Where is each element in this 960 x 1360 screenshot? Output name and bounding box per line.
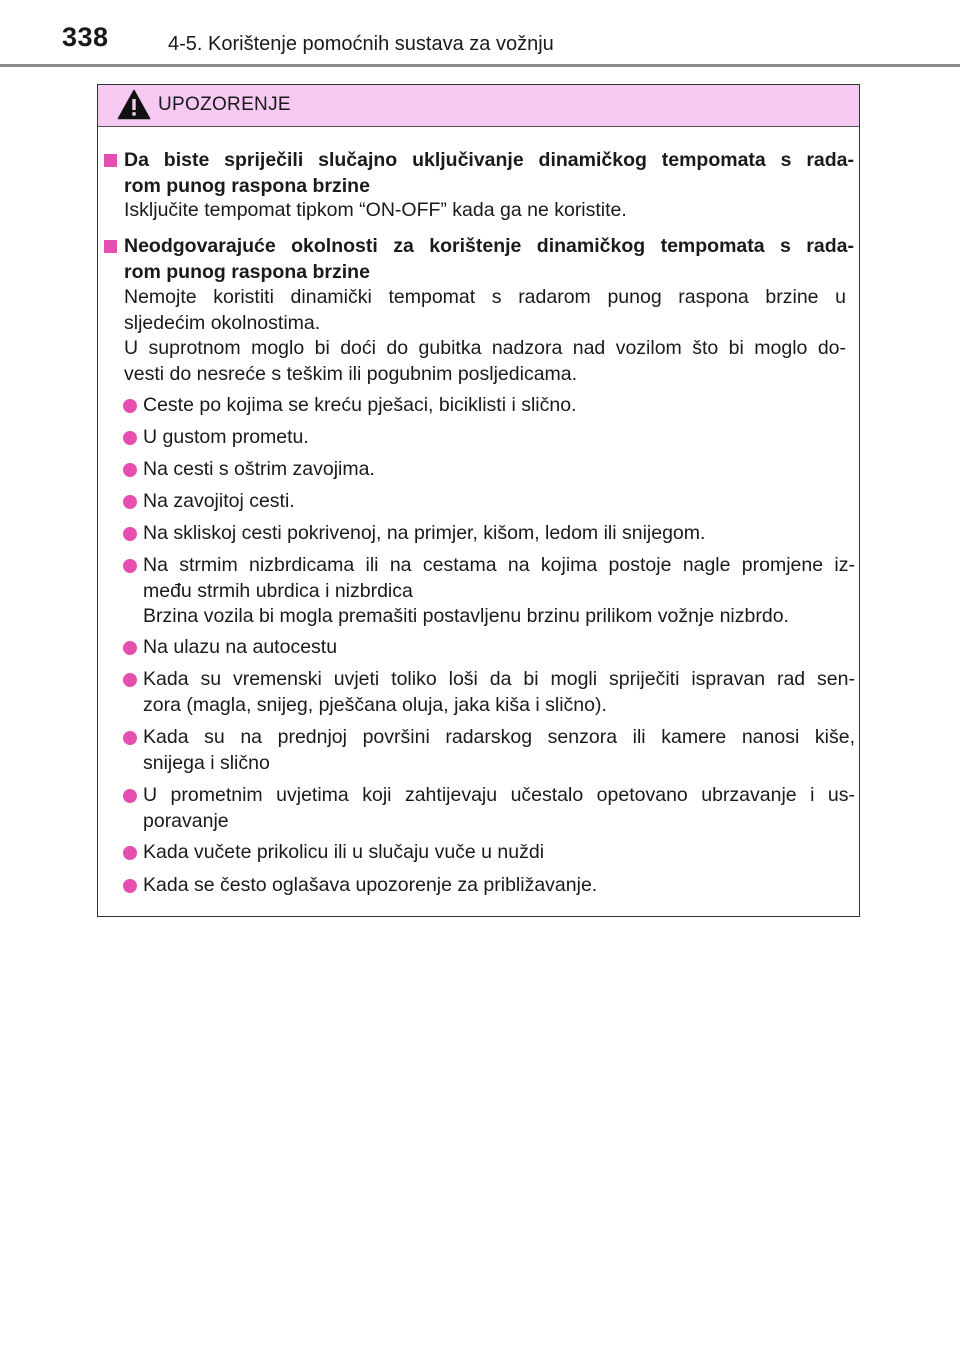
list-item [143,393,855,419]
paragraph-line: sljedećim okolnostima. [124,311,321,334]
list-item [143,457,855,483]
list-item-line: U gustom prometu. [143,426,309,448]
paragraph-line: Nemojte koristiti dinamički tempomat s radarom punog raspona brzine u [124,286,846,308]
heading-line: Da biste spriječili slučajno uključivanje dinamičkog tempomata s rada- [124,149,854,171]
paragraph-line: vesti do nesreće s teškim ili pogubnim posljedicama. [124,362,578,385]
list-item [143,521,855,547]
list-item [143,489,855,515]
round-bullet-icon [123,789,137,803]
list-item [143,667,855,718]
section-title: 4-5. Korištenje pomoćnih sustava za vožnju [168,33,554,55]
round-bullet-icon [123,431,137,445]
round-bullet-icon [123,527,137,541]
list-item-line: zora (magla, snijeg, pješčana oluja, jaka kiša i slično). [143,693,607,716]
section-heading [124,148,854,199]
list-item-line: Na skliskoj cesti pokrivenoj, na primjer, kišom, ledom ili snijegom. [143,522,706,544]
list-item-line: Kada vučete prikolicu ili u slučaju vuče u nuždi [143,841,545,863]
list-item-line: snijega i slično [143,751,270,774]
list-item-line: Na cesti s oštrim zavojima. [143,458,375,480]
list-item [143,873,855,899]
round-bullet-icon [123,495,137,509]
round-bullet-icon [123,879,137,893]
list-item-line: Na strmim nizbrdicama ili na cestama na kojima postoje nagle promjene iz- [143,554,855,576]
round-bullet-icon [123,731,137,745]
warning-box [97,84,860,917]
list-item-line: Ceste po kojima se kreću pješaci, biciklisti i slično. [143,394,577,416]
warning-triangle-icon [117,89,151,120]
paragraph [124,285,846,387]
page-header [0,0,960,70]
list-item-line: Kada se često oglašava upozorenje za približavanje. [143,874,598,896]
square-bullet-icon [104,154,117,167]
paragraph-line: U suprotnom moglo bi doći do gubitka nadzora nad vozilom što bi moglo do- [124,337,846,359]
round-bullet-icon [123,463,137,477]
warning-header [98,85,859,127]
square-bullet-icon [104,240,117,253]
round-bullet-icon [123,641,137,655]
list-item [143,635,855,661]
list-item-line: U prometnim uvjetima koji zahtijevaju učestalo opetovano ubrzavanje i us- [143,784,855,806]
list-item-line: Na ulazu na autocestu [143,636,338,658]
page-number: 338 [62,22,109,52]
heading-line: rom punog raspona brzine [124,174,370,197]
round-bullet-icon [123,673,137,687]
paragraph: Isključite tempomat tipkom “ON-OFF” kada ga ne koristite. [124,199,627,221]
list-item [143,840,855,866]
round-bullet-icon [123,399,137,413]
list-item [143,425,855,451]
section-heading [124,234,854,285]
list-item [143,783,855,834]
warning-title: UPOZORENJE [158,94,291,115]
list-item-line: među strmih ubrdica i nizbrdica [143,579,413,602]
list-item [143,725,855,776]
heading-line: rom punog raspona brzine [124,260,370,283]
round-bullet-icon [123,559,137,573]
list-item-line: Kada su na prednjoj površini radarskog senzora ili kamere nanosi kiše, [143,726,855,748]
round-bullet-icon [123,846,137,860]
list-item-line: Na zavojitoj cesti. [143,490,295,512]
list-item-line: Kada su vremenski uvjeti toliko loši da bi mogli spriječiti ispravan rad sen- [143,668,855,690]
header-divider [0,64,960,67]
heading-line: Neodgovarajuće okolnosti za korištenje dinamičkog tempomata s rada- [124,235,854,257]
list-item-line: Brzina vozila bi mogla premašiti postavljenu brzinu prilikom vožnje nizbrdo. [143,605,789,627]
list-item-line: poravanje [143,809,229,832]
list-item [143,553,855,630]
